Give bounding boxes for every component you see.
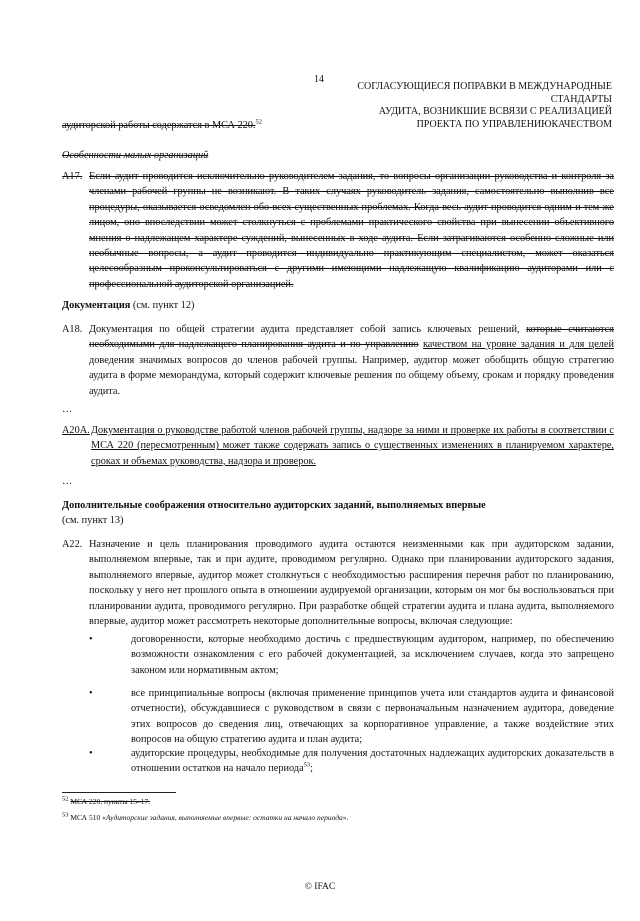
paragraph-number: A17. bbox=[62, 171, 83, 182]
list-item bbox=[89, 686, 614, 748]
paragraph-text bbox=[89, 322, 614, 399]
list-item-text bbox=[131, 746, 614, 777]
footnote-text-c: ». bbox=[342, 813, 349, 822]
paragraph-text: Назначение и цель планирования проводимого аудита остаются неизменными как при аудиторском задании, выполняемом впервые, так и при аудите, проводимом регулярно. Однако при планировании аудиторского задания, выполняемого впервые, аудитор может столкнуться с необходимостью расширения перечня работ по планированию, поскольку у него нет прошлого опыта в отношении аудируемой организации, которым он мог бы воспользоваться при планировании аудита, проводимого регулярно. При разработке общей стратегии аудита и плана аудита, выполняемого впервые, аудитор может рассмотреть некоторые дополнительные вопросы, включая следующие: bbox=[89, 539, 614, 628]
copyright-footer: © IFAC bbox=[304, 882, 336, 892]
a18-text-part-3: доведения значимых вопросов до членов рабочей группы. Например, аудитор может обобщить общую стратегию аудита в форме меморандума, который содержит ключевые решения по общему объему, срокам и порядку проведения аудита. bbox=[89, 354, 614, 397]
footnote-53 bbox=[62, 813, 348, 823]
first-engagement-heading bbox=[62, 498, 614, 529]
list-item-text: договоренности, которые необходимо достичь с предшествующим аудитором, например, по обеспечению возможности ознакомления с его рабочей документацией, за исключением случаев, когда это запрещено законом или нормативным актом; bbox=[131, 634, 614, 676]
first-engagement-heading-ref: (см. пункт 13) bbox=[62, 515, 124, 527]
bullet-mark: • bbox=[89, 748, 93, 759]
paragraph-a20a bbox=[62, 423, 614, 469]
paragraph-number: A22. bbox=[62, 539, 83, 550]
footnote-number: 53 bbox=[62, 811, 69, 819]
ellipsis: … bbox=[62, 476, 73, 487]
list-item-text-body: аудиторские процедуры, необходимые для получения достаточных надлежащих аудиторских доказательств в отношении остатков на начало периода bbox=[131, 748, 614, 775]
a17-text-part-1: Если аудит проводится исключительно руководителем задания, то вопросы организации руководства и контроля за членами рабочей группы не возникают. В таких случаях руководитель задания bbox=[89, 171, 614, 198]
first-engagement-heading-title: Дополнительные соображения относительно аудиторских заданий, выполняемых впервые bbox=[62, 500, 486, 511]
footnote-text-title: Аудиторские задания, выполняемые впервые: остатки на начало периода bbox=[105, 813, 343, 822]
a18-inserted-text: качеством на уровне задания и для целей bbox=[422, 339, 614, 351]
header-line-2: АУДИТА, ВОЗНИКШИЕ ВСВЯЗИ С РЕАЛИЗАЦИЕЙ bbox=[378, 106, 612, 117]
footnote-text-a: МСА 510 « bbox=[70, 813, 106, 822]
documentation-heading bbox=[62, 298, 614, 313]
a17-text-part-2: , самостоятельно выполнив все процедуры, оказывается осведомлен обо всех существенных проблемах. Когда весь аудит проводится одним и тем же лицом, оно впоследствии может столкнуться с проблемами практического свойства при вынесении объективного мнения о надлежащем характере суждений, вынесенных в ходе аудита. Если затрагиваются особенно сложные или необычные вопросы, а аудит проводится индивидуально практикующим специалистом, может оказаться целесообразным проконсультироваться с другими имеющими надлежащую квалификацию аудиторами или с профессиональной аудиторской организацией. bbox=[89, 186, 614, 290]
bullet-mark: • bbox=[89, 688, 93, 699]
documentation-heading-bold: Документация bbox=[62, 300, 131, 311]
list-item-text: все принципиальные вопросы (включая применение принципов учета или стандартов аудита и финансовой отчетности), обсуждавшиеся с руководством в связи с первоначальным назначением аудитора, доведение этих вопросов до сведения лиц, отвечающих за корпоративное управление, а также воздействие этих вопросов на общую стратегию аудита и план аудита; bbox=[131, 688, 614, 746]
list-item bbox=[89, 632, 614, 678]
footnote-ref-52: 52 bbox=[255, 118, 262, 126]
list-item bbox=[89, 746, 614, 777]
paragraph-a22 bbox=[62, 537, 614, 629]
paragraph-a18 bbox=[62, 322, 614, 399]
paragraph-a17 bbox=[62, 169, 614, 292]
a18-deleted-text: которые считаются необходимыми для надлежащего планирования аудита и по управлению bbox=[89, 324, 614, 351]
intro-text: аудиторской работы содержатся в МСА 220. bbox=[62, 120, 256, 131]
header-line-3: ПРОЕКТА ПО УПРАВЛЕНИЮКАЧЕСТВОМ bbox=[416, 118, 612, 130]
footnote-text: МСА 220, пункты 15–17. bbox=[70, 797, 151, 806]
bullet-mark: • bbox=[89, 634, 93, 645]
documentation-heading-ref: (см. пункт 12) bbox=[130, 300, 195, 311]
small-entities-heading: Особенности малых организаций bbox=[62, 150, 209, 161]
paragraph-text: Документация о руководстве работой членов рабочей группы, надзоре за ними и проверке их работы в соответствии с МСА 220 (пересмотренным) может также содержать запись о существенных изменениях в планируемом характере, сроках и объемах руководства, надзора и проверок. bbox=[91, 425, 614, 467]
footnote-separator bbox=[62, 792, 176, 793]
ellipsis: … bbox=[62, 404, 73, 415]
paragraph-number: A18. bbox=[62, 324, 83, 335]
paragraph-text bbox=[89, 169, 614, 292]
intro-line bbox=[62, 118, 614, 133]
header-line-1: СОГЛАСУЮЩИЕСЯ ПОПРАВКИ В МЕЖДУНАРОДНЫЕ СТАНДАРТЫ bbox=[357, 81, 612, 105]
page-number: 14 bbox=[314, 74, 324, 85]
a18-text-part-1: Документация по общей стратегии аудита представляет собой запись ключевых решений, bbox=[89, 324, 527, 335]
footnote-ref-53: 53 bbox=[303, 761, 311, 769]
footnote-52 bbox=[62, 797, 150, 807]
list-item-text-end: ; bbox=[310, 763, 314, 775]
footnote-number: 52 bbox=[62, 795, 69, 803]
paragraph-number: A20A. bbox=[62, 425, 90, 436]
